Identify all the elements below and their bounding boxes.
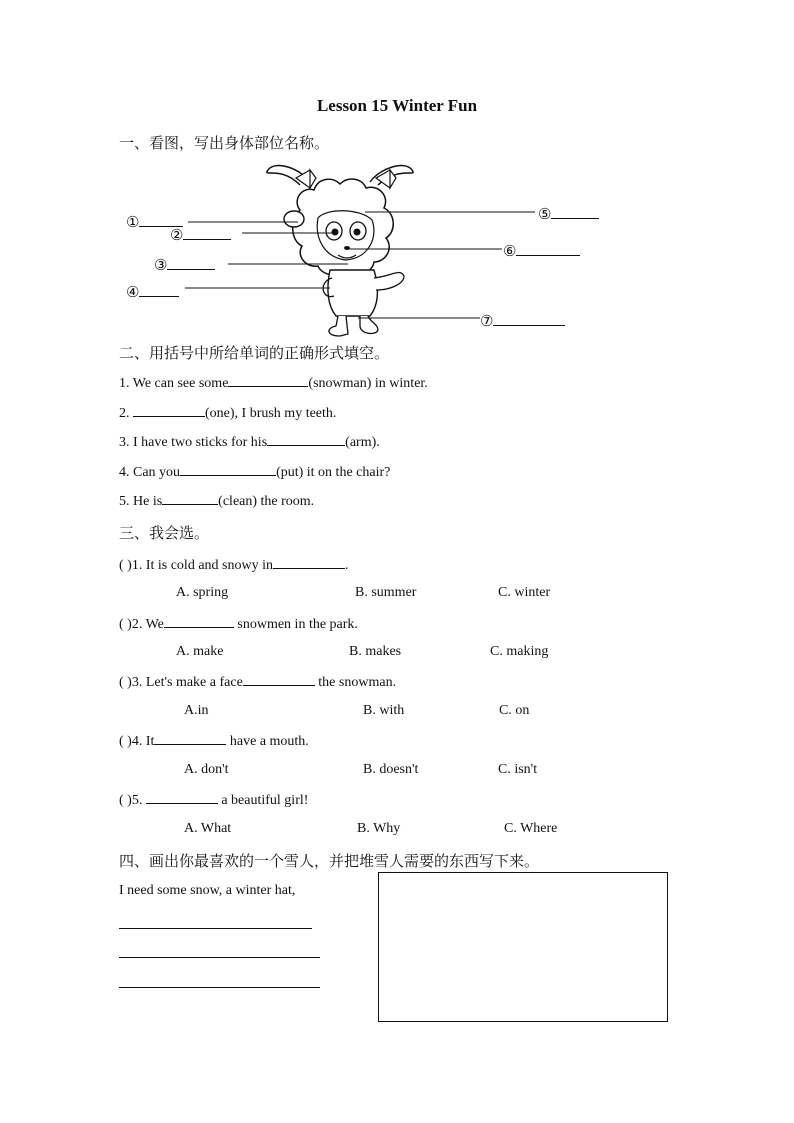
q3-option-b[interactable]: B. with xyxy=(363,703,405,718)
writing-line-2[interactable] xyxy=(119,957,320,958)
fill-item-5: 5. He is (clean) the room. xyxy=(119,494,315,509)
drawing-box[interactable] xyxy=(378,872,668,1022)
sheep-left-foot xyxy=(329,316,348,336)
writing-line-3[interactable] xyxy=(119,987,320,988)
label-4: ④ xyxy=(126,283,179,302)
q1-option-c[interactable]: C. winter xyxy=(498,585,551,600)
answer-blank-7[interactable] xyxy=(493,313,565,326)
sheep-right-arm xyxy=(374,273,404,290)
answer-blank-3[interactable] xyxy=(167,257,215,270)
answer-blank-6[interactable] xyxy=(516,243,580,256)
fill-item-3: 3. I have two sticks for his (arm). xyxy=(119,435,380,450)
fill-item-4: 4. Can you (put) it on the chair? xyxy=(119,465,391,480)
q4-option-a[interactable]: A. don't xyxy=(184,762,229,777)
q5-option-b[interactable]: B. Why xyxy=(357,821,401,836)
q2-option-b[interactable]: B. makes xyxy=(349,644,402,659)
fill-blank-3[interactable] xyxy=(267,433,345,446)
choice-blank-3 xyxy=(243,673,315,686)
section-1-heading: 一、看图，写出身体部位名称。 xyxy=(119,134,330,152)
label-5: ⑤ xyxy=(538,205,599,224)
q1-option-b[interactable]: B. summer xyxy=(355,585,417,600)
sheep-body xyxy=(328,270,377,316)
section-3-heading: 三、我会选。 xyxy=(119,524,210,542)
q4-option-c[interactable]: C. isn't xyxy=(498,762,538,777)
answer-blank-4[interactable] xyxy=(139,284,179,297)
label-2: ② xyxy=(170,226,231,245)
choice-question-3: ( )3. Let's make a face the snowman. xyxy=(119,675,397,690)
fill-item-1: 1. We can see some (snowman) in winter. xyxy=(119,376,428,391)
choice-blank-4 xyxy=(154,732,226,745)
answer-blank-5[interactable] xyxy=(551,206,599,219)
label-3: ③ xyxy=(154,256,215,275)
choice-question-2: ( )2. We snowmen in the park. xyxy=(119,617,358,632)
q5-option-c[interactable]: C. Where xyxy=(504,821,558,836)
q2-option-c[interactable]: C. making xyxy=(490,644,549,659)
q4-option-b[interactable]: B. doesn't xyxy=(363,762,419,777)
fill-item-2: 2. (one), I brush my teeth. xyxy=(119,406,337,421)
section-4-heading: 四、画出你最喜欢的一个雪人，并把堆雪人需要的东西写下来。 xyxy=(119,852,540,870)
section-4-prompt: I need some snow, a winter hat, xyxy=(119,883,296,898)
fill-blank-5[interactable] xyxy=(162,492,218,505)
page-title: Lesson 15 Winter Fun xyxy=(316,96,478,115)
choice-question-4: ( )4. It have a mouth. xyxy=(119,734,309,749)
choice-question-5: ( )5. a beautiful girl! xyxy=(119,793,309,808)
fill-blank-2[interactable] xyxy=(133,404,205,417)
fill-blank-4[interactable] xyxy=(180,463,276,476)
label-1: ① xyxy=(126,213,183,232)
choice-blank-5 xyxy=(146,791,218,804)
section-2-heading: 二、用括号中所给单词的正确形式填空。 xyxy=(119,344,390,362)
choice-blank-1 xyxy=(273,556,345,569)
writing-line-1[interactable] xyxy=(119,928,312,929)
answer-blank-2[interactable] xyxy=(183,227,231,240)
sheep-ear xyxy=(284,211,304,227)
choice-blank-2 xyxy=(164,615,234,628)
choice-question-1: ( )1. It is cold and snowy in . xyxy=(119,558,349,573)
q5-option-a[interactable]: A. What xyxy=(184,821,232,836)
label-7: ⑦ xyxy=(480,312,565,331)
q3-option-c[interactable]: C. on xyxy=(499,703,530,718)
fill-blank-1[interactable] xyxy=(228,374,308,387)
q3-option-a[interactable]: A.in xyxy=(184,703,209,718)
q2-option-a[interactable]: A. make xyxy=(176,644,224,659)
label-6: ⑥ xyxy=(503,242,580,261)
q1-option-a[interactable]: A. spring xyxy=(176,585,229,600)
sheep-right-foot xyxy=(360,316,378,333)
